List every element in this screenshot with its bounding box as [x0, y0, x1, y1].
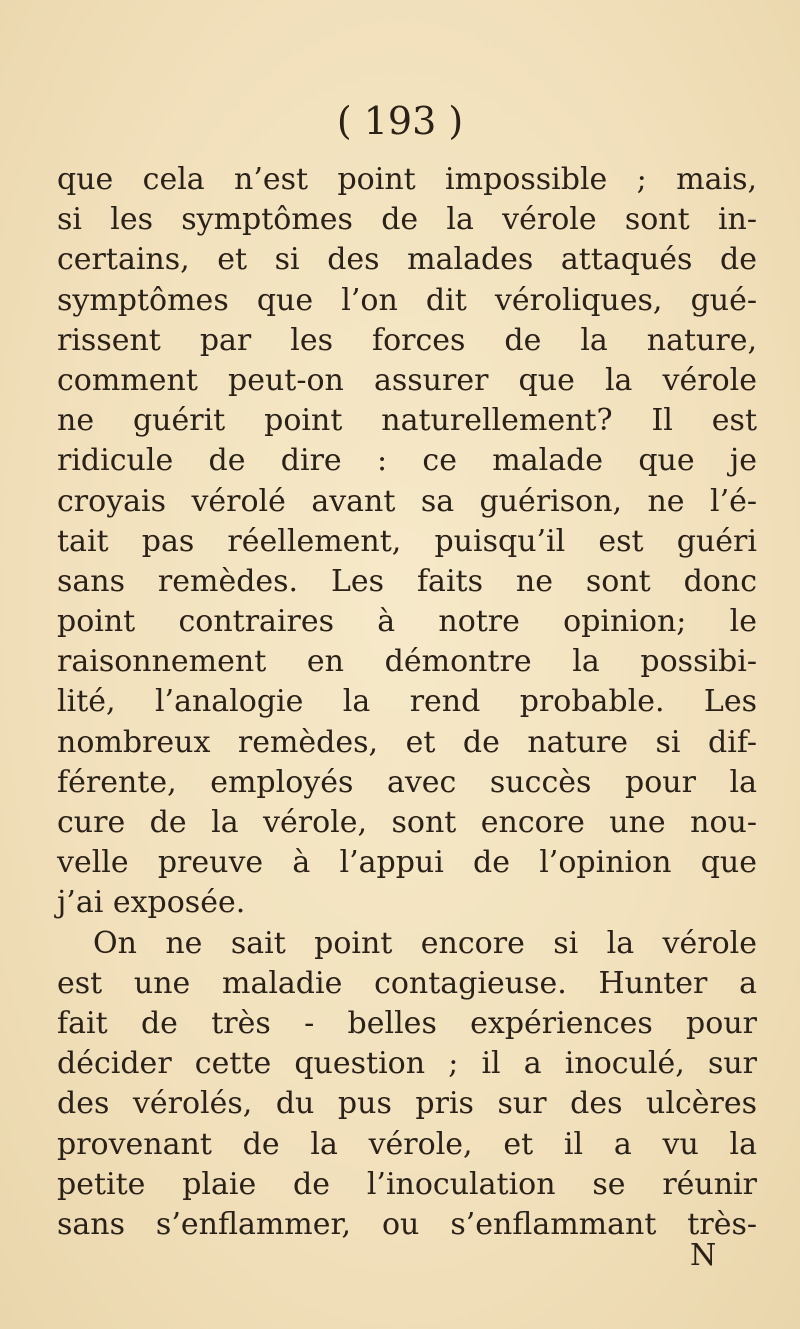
text-line: j’ai exposée.: [57, 885, 246, 921]
text-line: que cela n’est point impossible ; mais,: [57, 162, 757, 197]
text-line: croyais vérolé avant sa guérison, ne l’é-: [57, 483, 757, 519]
text-line: tait pas réellement, puisqu’il est guéri: [57, 523, 757, 559]
text-line: petite plaie de l’inoculation se réunir: [57, 1166, 757, 1202]
text-line: raisonnement en démontre la possibi-: [57, 644, 757, 680]
body-text: [57, 160, 757, 1245]
text-line: ridicule de dire : ce malade que je: [57, 443, 757, 479]
text-line: sans remèdes. Les faits ne sont donc: [57, 563, 757, 599]
text-line: velle preuve à l’appui de l’opinion que: [57, 845, 757, 881]
text-line: ne guérit point naturellement? Il est: [57, 403, 757, 439]
text-line: rissent par les forces de la nature,: [57, 322, 757, 358]
text-line: lité, l’analogie la rend probable. Les: [57, 684, 757, 720]
text-line: sans s’enflammer, ou s’enflammant très-: [57, 1206, 757, 1242]
text-line: point contraires à notre opinion; le: [57, 604, 757, 640]
text-line: cure de la vérole, sont encore une nou-: [57, 805, 757, 840]
text-line: comment peut-on assurer que la vérole: [57, 362, 757, 398]
text-line: des vérolés, du pus pris sur des ulcères: [57, 1086, 757, 1122]
text-line: provenant de la vérole, et il a vu la: [57, 1126, 757, 1162]
text-line: certains, et si des malades attaqués de: [57, 242, 757, 278]
text-line: férente, employés avec succès pour la: [57, 764, 757, 800]
text-line: On ne sait point encore si la vérole: [93, 925, 757, 961]
text-line: nombreux remèdes, et de nature si dif-: [57, 724, 757, 760]
text-line: si les symptômes de la vérole sont in-: [57, 202, 757, 238]
text-line: symptômes que l’on dit véroliques, gué-: [57, 282, 757, 318]
page-number: ( 193 ): [336, 99, 464, 143]
text-line: décider cette question ; il a inoculé, sur: [57, 1046, 757, 1082]
catchword: N: [690, 1238, 717, 1273]
text-line: est une maladie contagieuse. Hunter a: [57, 965, 757, 1001]
text-line: fait de très - belles expériences pour: [57, 1005, 757, 1041]
